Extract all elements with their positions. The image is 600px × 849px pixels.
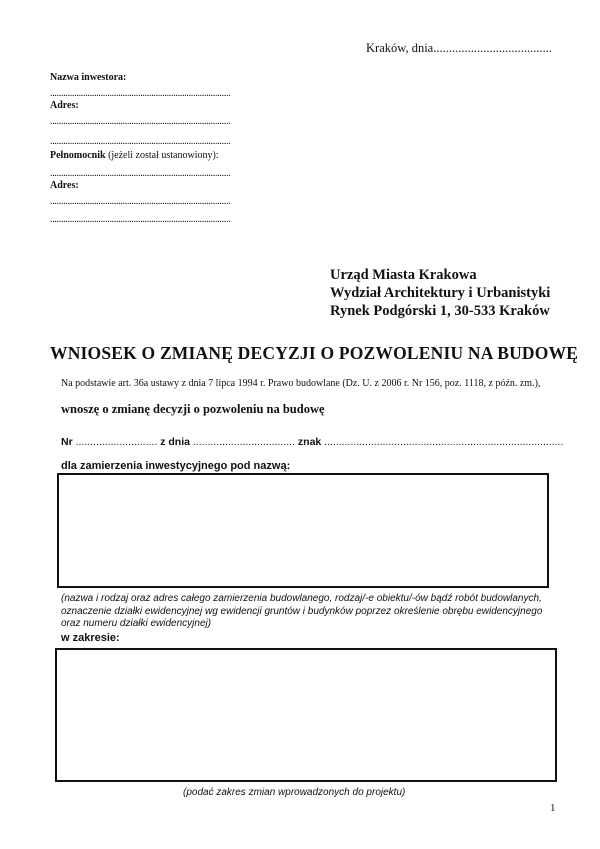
date-label: z dnia [160,436,190,448]
office-address-block [330,266,550,320]
document-title: WNIOSEK O ZMIANĘ DECYZJI O POZWOLENIU NA BUDOWĘ [50,343,579,363]
investor-address-line-1[interactable]: .................................................................................. [50,116,231,127]
proxy-note: (jeżeli został ustanowiony): [105,150,219,161]
proxy-label-row [50,150,219,161]
investor-address-label: Adres: [50,100,79,111]
date-field[interactable]: ................................... [189,436,298,448]
proxy-address-label: Adres: [50,180,79,191]
page-number: 1 [550,802,556,814]
nr-label: Nr [61,436,73,448]
sign-field[interactable]: .................................................................................. [321,436,564,448]
purpose-input-box[interactable] [57,473,549,588]
scope-hint: (podać zakres zmian wprowadzonych do projektu) [183,787,406,798]
request-statement: wnoszę o zmianę decyzji o pozwoleniu na budowę [61,402,325,416]
office-department: Wydział Architektury i Urbanistyki [330,285,551,301]
nr-field[interactable]: ............................ [72,436,161,448]
office-name: Urząd Miasta Krakowa [330,267,477,283]
sign-label: znak [297,436,322,448]
proxy-label: Pełnomocnik [50,150,106,161]
place-date-line[interactable]: Kraków, dnia...................................... [366,41,552,55]
investor-name-line[interactable]: .................................................................................. [50,88,231,99]
office-street: Rynek Podgórski 1, 30-533 Kraków [330,303,550,319]
proxy-address-line-2[interactable]: .................................................................................. [50,214,231,225]
proxy-address-line-1[interactable]: .................................................................................. [50,196,231,207]
scope-input-box[interactable] [55,648,557,782]
proxy-name-line[interactable]: .................................................................................. [50,168,231,179]
decision-reference-row [61,436,563,448]
legal-basis: Na podstawie art. 36a ustawy z dnia 7 lipca 1994 r. Prawo budowlane (Dz. U. z 2006 r. Nr 156, poz. 1118, z późn. zm.), [61,378,541,389]
investor-name-label: Nazwa inwestora: [50,72,127,83]
scope-label: w zakresie: [61,632,120,644]
investor-address-line-2[interactable]: .................................................................................. [50,136,231,147]
purpose-hint: (nazwa i rodzaj oraz adres całego zamierzenia budowlanego, rodzaj/-e obiektu/-ów bądź robót budowlanych, oznaczenie działki ewidencyjnej wg ewidencji gruntów i budynków poprzez określenie obrębu ewidencyjnego oraz numeru działki ewidencyjnej) [61,593,543,629]
purpose-label: dla zamierzenia inwestycyjnego pod nazwą: [61,460,291,472]
